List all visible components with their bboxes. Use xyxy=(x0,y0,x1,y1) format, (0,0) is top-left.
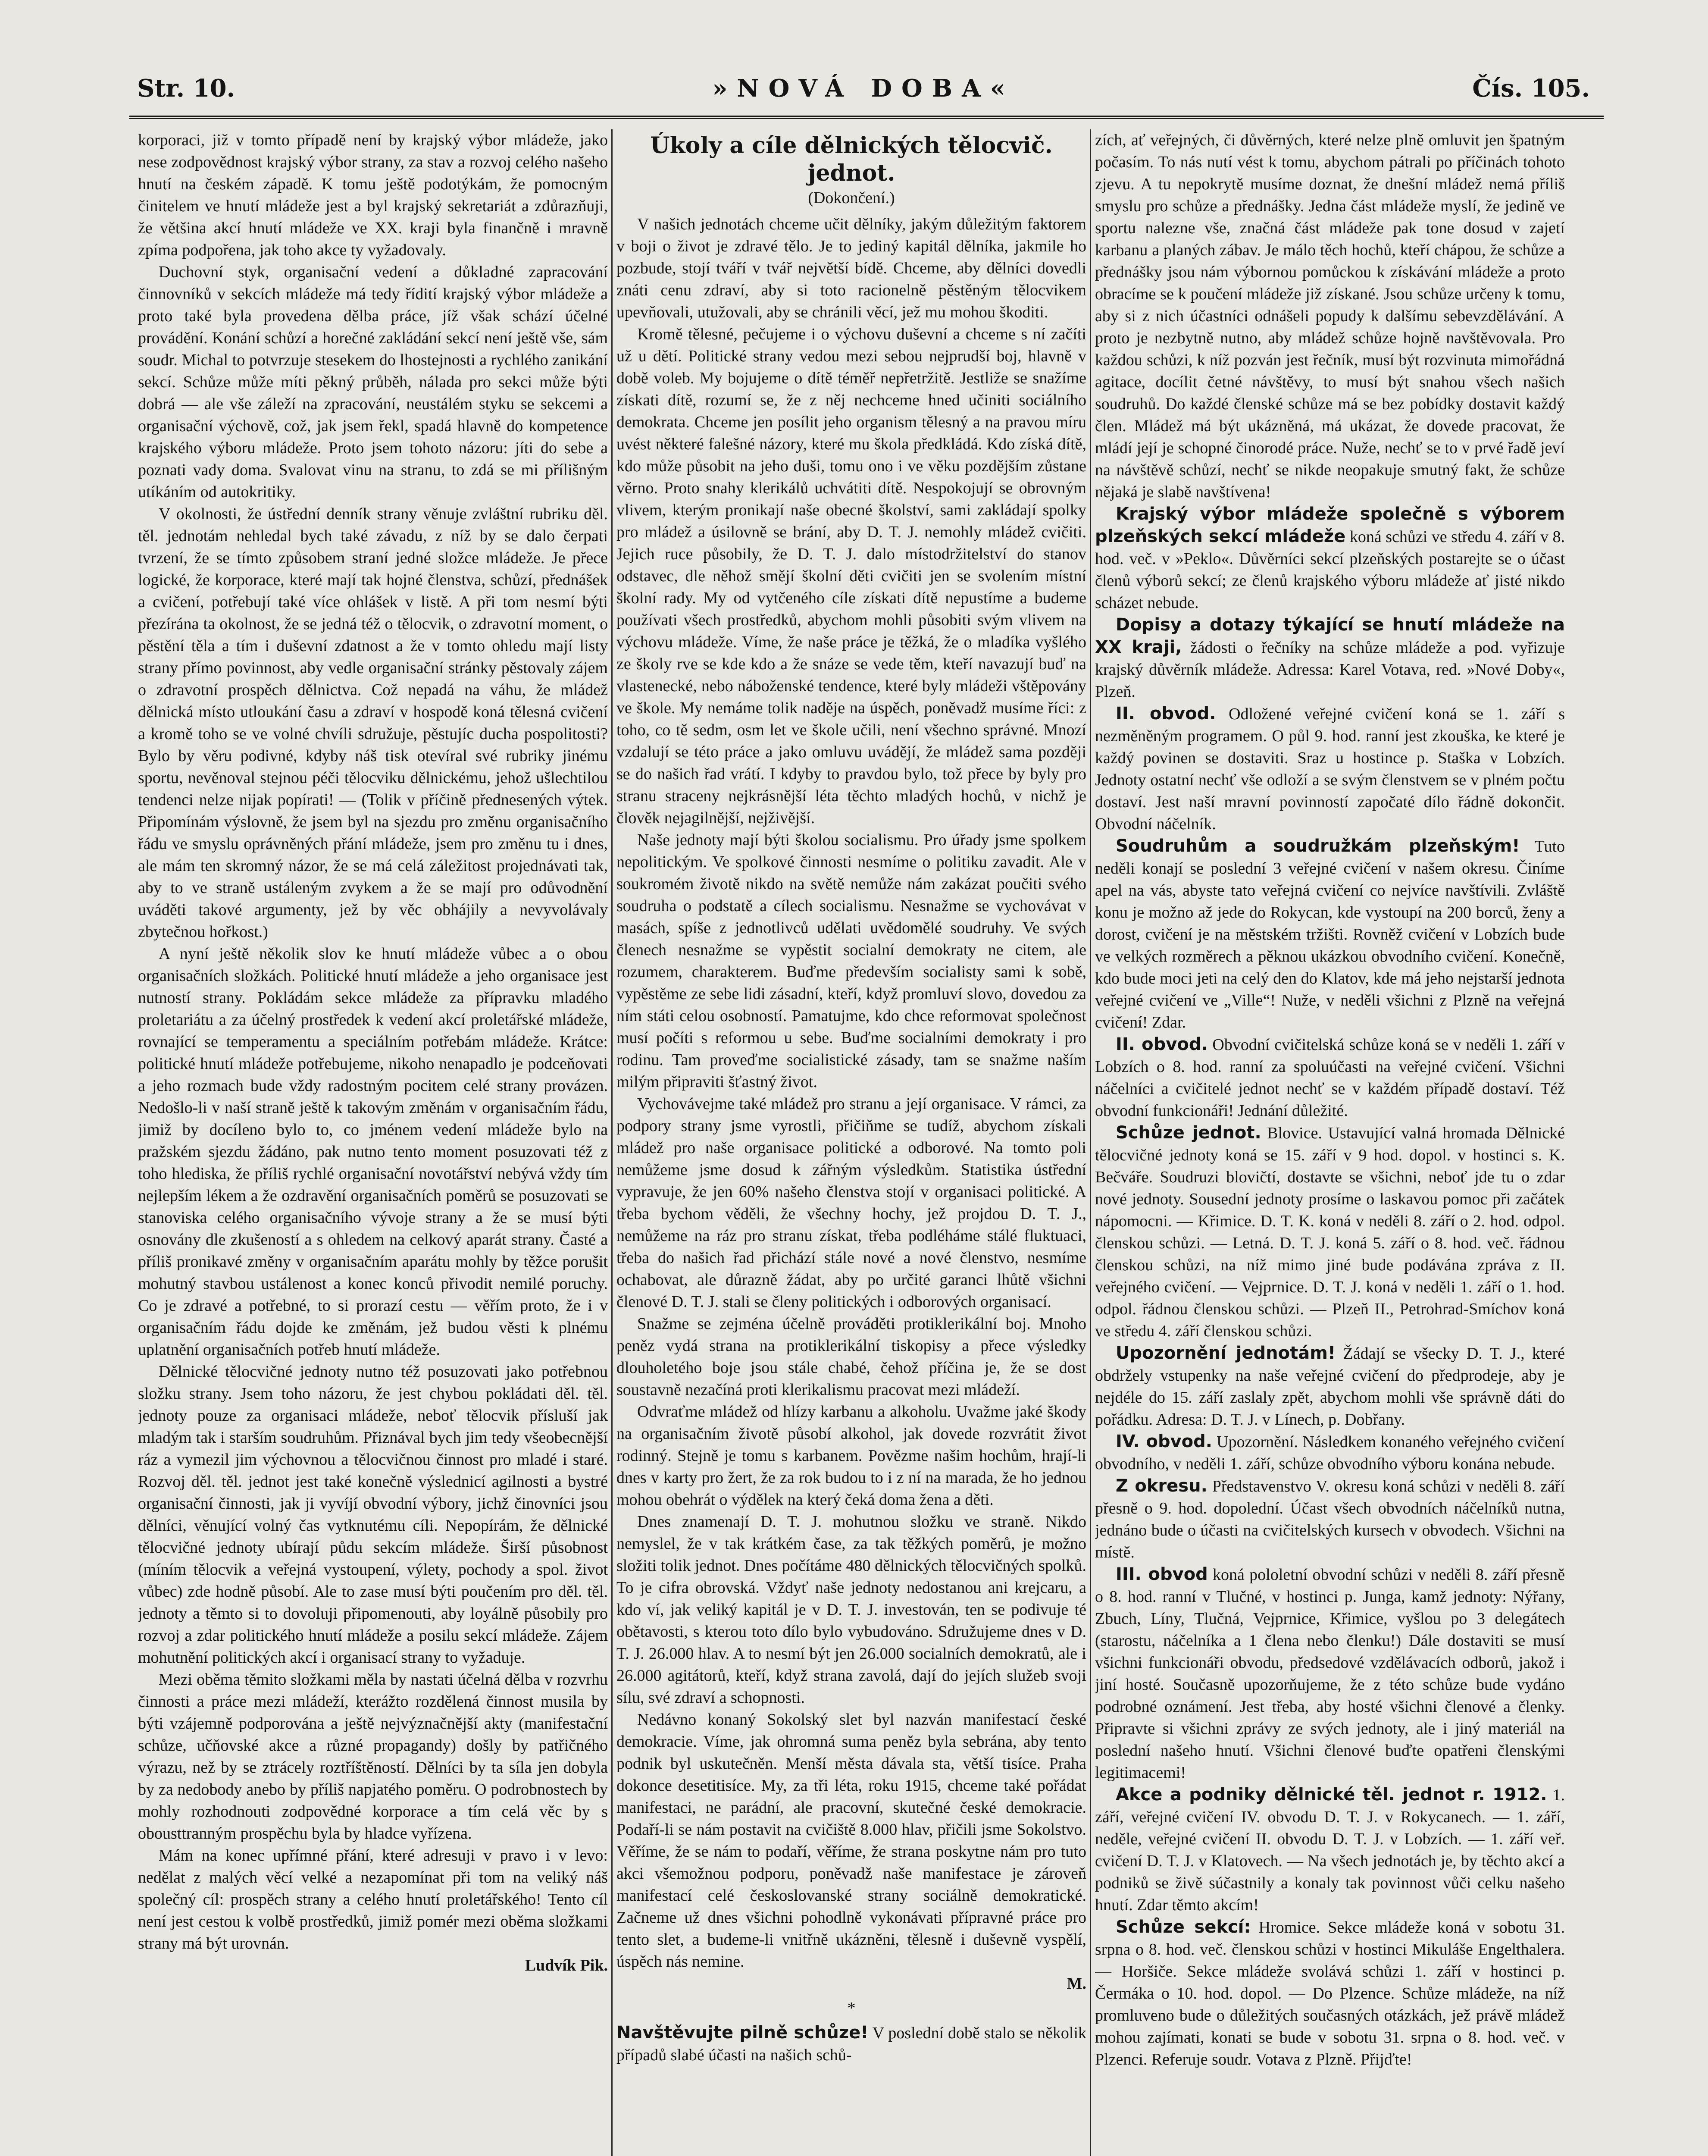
article-title: Úkoly a cíle dělnických tělocvič. jednot. xyxy=(650,132,1053,186)
notice-heading: II. obvod. xyxy=(1116,704,1216,724)
notice-heading: III. obvod xyxy=(1116,1564,1208,1584)
notice-text: Blovice. Ustavující valná hromada Dělnické tělocvičné jednoty koná se 15. září v 9 hod. dopol. v hostinci s. K. Bečváře. Soudruzi blovičtí, dostavte se všichni, neboť jde tu o zdar nové jednoty. Sousední jednoty prosíme o laskavou pomoc při začátek nápomocni. — Křimice. D. T. K. koná v neděli 8. září o 2. hod. odpol. členskou schůzi. — Letná. D. T. J. koná 5. září o 8. hod. več. řádnou členskou schůzi, na níž mimo jiné bude podávána zpráva z II. veřejného cvičení. — Vejprnice. D. T. J. koná v neděli 1. září o 1. hod. odpol. řádnou členskou schůzi. — Plzeň II., Petrohrad-Smíchov koná ve středu 4. září členskou schůzi. xyxy=(1095,1124,1565,1340)
issue-number: Čís. 105. xyxy=(1472,74,1590,103)
page-number: Str. 10. xyxy=(137,74,235,103)
header-rule xyxy=(129,116,1604,119)
notice xyxy=(1095,835,1565,1034)
article-paragraph: Mám na konec upřímné přání, které adresuji v pravo i v levo: nedělat z malých věcí velké a nezapomínat při tom na veliký náš společný cíl: prospěch strany a celého hnutí proletářského! Tento cíl není jest cestou k volbě prostředků, jimiž pomér mezi oběma složkami strany má být urovnán. xyxy=(138,1846,608,1952)
article-subtitle: (Dokončení.) xyxy=(808,189,895,207)
notice xyxy=(1095,1342,1565,1431)
notice xyxy=(1095,614,1565,703)
notice-text: Tuto neděli konají se poslední 3 veřejné cvičení v našem okresu. Činíme apel na vás, abyste tato veřejná cvičení co nejvíce navštívili. Zvláště konu je možno až jede do Rokycan, kde vystoupí na 200 borců, ženy a dorost, cvičení je na městském tržišti. Rovněž cvičení v Lobzích bude ve velkých rozměrech a pěknou ukázkou obvodního cvičení. Konečně, kdo bude moci jeti na celý den do Klatov, kde má jeho nejstarší jednota veřejné cvičení ve „Ville“! Nuže, v neděli všichni z Plzně na veřejná cvičení! Zdar. xyxy=(1095,837,1565,1031)
notice-heading: Navštěvujte pilně schůze! xyxy=(616,2023,869,2043)
article-paragraph: V okolnosti, že ústřední denník strany věnuje zvláštní rubriku děl. těl. jednotám nehledal bych také závadu, z níž by se dalo čerpati tvrzení, že se tímto způsobem straní jedné složce mládeže. Je přece logické, že korporace, které mají tak hojné členstva, schůzí, přednášek a cvičení, potřebují také více ohlášek v listě. A při tom nesmí býti přezírána ta okolnost, že se jedná též o tělocvik, o zdravotní moment, o pěstění těla a tím i duševní zdatnost a že v tomto ohledu mají listy strany přímo povinnost, aby vedle organisační stránky pěstovaly zájem o zdravotní prospěch dělnictva. Což nepadá na váhu, že mládež dělnická místo utloukání času a zdraví v hospodě koná tělesná cvičení a kromě toho se ve volné chvíli sdružuje, pěstujíc ducha pospolitosti? Bylo by věru podivné, kdyby náš tisk otevíral své rubriky jinému sportu, nevěnoval stejnou péči tělocviku dělnickému, jehož ušlechtilou tendenci nelze nijak popírati! — (Tolik v příčině přednesených výtek. Připomínám výslovně, že jsem byl na sjezdu pro změnu organisačního řádu ve smyslu oprávněných přání mládeže, jsem pro změnu tu i dnes, ale mám ten skromný názor, že se má celá záležitost projednávati tak, aby to ve straně ustáleným zvykem a že se mají pro odůvodnění uváděti takové argumenty, jež by věc obhájily a nevyvolávaly zbytečnou hořkost.) xyxy=(138,505,608,941)
article-paragraph: Kromě tělesné, pečujeme i o výchovu duševní a chceme s ní začíti už u dětí. Politické strany vedou mezi sebou nejprudší boj, hlavně v době voleb. My bojujeme o dítě téměř nepřetržitě. Jestliže se snažíme získati dítě, rozumí se, že z něj nechceme hned učiniti sociálního demokrata. Chceme jen posílit jeho organism tělesný a na pravou míru uvést některé falešné názory, které mu škola předkládá. Kdo získá dítě, kdo může působit na jeho duši, tomu ono i ve věku pozdějším zůstane věrno. Proto snahy klerikálů uchvátiti dítě. Nespokojují se obrovným vlivem, kterým pronikají naše obecné školství, sami zakládají spolky pro mládež a úsilovně se brání, aby D. T. J. nemohly mládež cvičiti. Jejich ruce působily, že D. T. J. dalo místodržitelství do stanov odstavec, dle něhož smějí školní děti cvičiti jen se svolením místní školní rady. My od vytčeného cíle získati dítě nepustíme a budeme používati všech prostředků, abychom mohli působiti svým vlivem na výchovu mládeže. Víme, že naše práce je těžká, že o mladíka vyšlého ze školy rve se kde kdo a že snáze se vede těm, kteří navazují buď na vlastenecké, nebo náboženské tendence, které byly mládeži vštěpovány ve škole. My nemáme tolik naděje na úspěch, poněvadž musíme říci: z toho, co tě sedm, osm let ve škole učili, není všechno správné. Mnozí vzdalují se této práce a jako omluvu uvádějí, že mládež sama později se do našich řad vrátí. I kdyby to pravdou bylo, tož přece by byly pro stranu straceny nejkrásnější léta těchto mladých hochů, v nichž je člověk nejagilnější, nejživější. xyxy=(616,325,1086,827)
notice-text: Upozornění. Následkem konaného veřejného cvičení obvodního, v neděli 1. září, schůze obvodního výboru konána nebude. xyxy=(1095,1433,1565,1473)
notice-text: koná schůzi ve středu 4. září v 8. hod. več. v »Peklo«. Důvěrníci sekcí plzeňských postarejte se o účast členů výborů sekcí; ze členů krajského výboru mládeže ať jisté nikdo scházet nebude. xyxy=(1095,528,1565,612)
column-divider-1 xyxy=(611,129,613,2156)
article-paragraph: Odvraťme mládež od hlízy karbanu a alkoholu. Uvažme jaké škody na organisačním životě působí alkohol, jak dovede rozvrátit život rodinný. Stejně je tomu s karbanem. Povězme našim hochům, hrají-li dnes v karty pro žert, že za rok budou to i z ní na marada, že ho jednou mohou obehrát o výdělek na který čeká doma žena a děti. xyxy=(616,1403,1086,1509)
article-paragraph: Duchovní styk, organisační vedení a důkladné zapracování činnovníků v sekcích mládeže má tedy řídití krajský výbor mládeže a proto také byla provedena dělba práce, jíž však schází účelné provádění. Konání schůzí a horečné zakládání sekcí není ještě vše, sám soudr. Michal to potvrzuje stesekem do lhostejnosti a rychlého zanikání sekcí. Schůze může míti pěkný průběh, nálada pro sekci může býti dobrá — ale vše záleží na zpracování, neustálém styku se sekcemi a organisační výchově, což, jak jsem řekl, spadá hlavně do kompetence krajského výboru mládeže. Proto jsem tohoto názoru: jíti do sebe a poznati vady doma. Svalovat vinu na stranu, to zdá se mi přílišným utíkáním od autokritiky. xyxy=(138,263,608,501)
notice xyxy=(1095,1431,1565,1475)
notice-text: 1. září, veřejné cvičení IV. obvodu D. T. J. v Rokycanech. — 1. září, neděle, veřejné cvičení II. obvodu D. T. J. v Lobzích. — 1. září veř. cvičení D. T. J. v Klatovech. — Na všech jednotách je, by těchto akcí a podniků se živě súčastnily a konaly tak povinnost vůči celku našeho hnutí. Zdar těmto akcím! xyxy=(1095,1786,1565,1914)
notice-heading: Upozornění jednotám! xyxy=(1116,1343,1336,1363)
notice-heading: Dopisy a dotazy týkající se hnutí mládeže na XX kraji, xyxy=(1095,615,1565,657)
article-paragraph: Snažme se zejména účelně prováděti protiklerikální boj. Mnoho peněz vydá strana na protiklerikální tiskopisy a přece výsledky dlouholetého boje jsou stále chabé, čehož příčina je, že se dost soustavně nezačíná proti klerikalismu pracovat mezi mládeží. xyxy=(616,1315,1086,1399)
notice-text: koná pololetní obvodní schůzi v neděli 8. září přesně o 8. hod. ranní v Tlučné, v hostinci p. Junga, kamž jednoty: Nýřany, Zbuch, Líny, Tlučná, Vejprnice, Křimice, vyšlou po 3 delegátech (starostu, náčelníka a 1 člena nebo členku!) Dále dostaviti se musí všichni funkcionáři obvodu, předsedové vzdělávacích odborů, jakož i jiní hosté. Současně upozorňujeme, že z této schůze bude vydáno podrobné oznámení. Jest třeba, aby hosté všichni členové a členky. Připravte si všichni zprávy ze svých jednoty, ale i jiný materiál na poslední našeho hnutí. Všichni členové buďte opatřeni členskými legitimacemi! xyxy=(1095,1566,1565,1782)
column-1 xyxy=(138,129,608,2156)
article-paragraph: Dělnické tělocvičné jednoty nutno též posuzovati jako potřebnou složku strany. Jsem toho názoru, že jest chybou pokládati děl. těl. jednoty pouze za organisaci mládeže, neboť tělocvik přísluší jak mladým tak i starším soudruhům. Přiznával bych jim tedy všeobecnější ráz a vymezil jim výchovnou a tělocvičnou činnost pro mladé i staré. Rozvoj děl. těl. jednot jest také konečně výslednicí agilnosti a bystré organisační činnosti, jak ji vyvíjí obvodní výbory, jichž činovníci jsou dělníci, věnující volný čas vytknutému cíli. Nepopírám, že dělnické tělocvičné jednoty ubírají půdu sekcím mládeže. Širší působnost (míním tělocvik a veřejná vystoupení, výlety, pochody a spol. život vůbec) zde hodně působí. Ale to zase musí býti poučením pro děl. těl. jednoty a těmto si to dovoluji připomenouti, aby loyálně působily pro rozvoj a zdar politického hnutí mládeže a posilu sekcí mládeže. Zájem mohutnění politických akcí i organisací strany to vyžaduje. xyxy=(138,1363,608,1667)
notice xyxy=(616,2022,1086,2066)
column-divider-2 xyxy=(1090,129,1091,2156)
notice xyxy=(1095,1122,1565,1342)
article-paragraph: korporaci, již v tomto případě není by krajský výbor mládeže, jako nese zodpovědnost krajský výbor strany, za stav a rozvoj celého našeho hnutí na českém západě. K tomu ještě podotýkám, že pomocným činitelem ve hnutí mládeže jest a byl krajský sekretariát a zdůrazňuji, že většina akcí hnutí mládeže ve XX. kraji byla finančně i mravně zpíma podpořena, jak toho akce ty vyžadovaly. xyxy=(138,131,608,259)
article-paragraph: A nyní ještě několik slov ke hnutí mládeže vůbec a o obou organisačních složkách. Politické hnutí mládeže a jeho organisace jest nutností strany. Pokládám sekce mládeže za přípravku mladého proletariátu a za účelný prostředek k vedení akcí proletářské mládeže, rovnající se temperamentu a speciálním potřebám mládeže. Krátce: politické hnutí mládeže potřebujeme, nikoho nenapadlo je podceňovati a jeho rozmach bude vždy radostným pocitem celé strany provázen. Nedošlo-li v naší straně ještě k takovým změnám v organisačním řádu, jimiž by docíleno bylo to, co jménem vedení mládeže bylo na pražském sjezdu žádáno, pak nutno tento moment posuzovati též z toho hlediska, že příliš rychlé organisační novotářství nebývá vždy tím nejlepším lékem a že ozdravění organisačních poměrů se posuzovati se stanoviska celého organisačního vývoje strany a že se musí býti osnovány dle zkušeností a s ohledem na celkový aparát strany. Časté a příliš pronikavé změny v organisačním aparátu mohly by těžce porušit mohutný stavbou ustálenost a konec konců přivodit nemilé poruchy. Co je zdravé a potřebné, to si prorazí cestu — věřím proto, že i v organisačním řádu dojde ke změnám, jež budou věsti k plnému uplatnění organisačních potřeb hnutí mládeže. xyxy=(138,945,608,1359)
article-paragraph: zích, ať veřejných, či důvěrných, které nelze plně omluvit jen špatným počasím. To nás nutí vést k tomu, abychom pátrali po příčinách tohoto zjevu. A tu nepokrytě musíme doznat, že dnešní mládež nemá příliš smyslu pro schůze a přednášky. Jedna část mládeže myslí, že jedině ve sportu nalezne vše, značná část mládeže pak tone dosud v zajetí karbanu a planých zábav. Je málo těch hochů, kteří chápou, že schůze a přednášky jsou nám výbornou pomůckou k získávání mládeže a proto obracíme se k poučení mládeže již získané. Jsou schůze určeny k tomu, aby si z nich účastníci odnášeli popudy k dalšímu sebevzdělávání. A proto je nezbytně nutno, aby mládež schůze hojně navštěvovala. Pro každou schůzi, k níž pozván jest řečník, musí být rozvinuta mimořádná agitace, docílit četné návštěvy, to musí být snahou všech našich soudruhů. Do každé členské schůze má se bez pobídky dostavit každý člen. Mládež má být ukázněná, má ukázat, že dovede pracovat, že mládí její je schopné činorodé práce. Nuže, nechť se to v prvé řadě jeví na návštěvě schůzí, nechť se nikde neopakuje smutný fakt, že schůze nějaká je slabě navštívena! xyxy=(1095,131,1565,501)
page-header xyxy=(137,65,1590,108)
column-3 xyxy=(1095,129,1565,2156)
notice-text: Představenstvo V. okresu koná schůzi v neděli 8. září přesně o 9. hod. dopolední. Účast všech obvodních náčelníků nutna, jednáno bude o účasti na cvičitelských kursech v obvodech. Všichni na místě. xyxy=(1095,1477,1565,1561)
notice-text: Hromice. Sekce mládeže koná v sobotu 31. srpna o 8. hod. več. členskou schůzi v hostinci Mikuláše Engelthalera. — Horšiče. Sekce mládeže svolává schůzi 1. září v hostinci p. Čermáka o 10. hod. dopol. — Do Plzence. Schůze mládeže, na níž promluveno bude o důležitých současných otázkách, jež právě mládež mohou zajímati, konati se bude v sobotu 31. srpna o 8. hod. več. v Plzenci. Referuje soudr. Votava z Plzně. Přijďte! xyxy=(1095,1918,1565,2068)
notice xyxy=(1095,1564,1565,1784)
notice-heading: IV. obvod. xyxy=(1116,1432,1212,1451)
article-paragraph: Naše jednoty mají býti školou socialismu. Pro úřady jsme spolkem nepolitickým. Ve spolkové činnosti nesmíme o politiku zavadit. Ale v soukromém životě nikdo na světě nemůže nám zakázat poučiti svého soudruha o podstatě a cílech socialismu. Nesnažme se vychovávat v masách, spíše z jednotlivců udělati uvědomělé soudruhy. Ve svých členech nesnažme se vypěstit socialní demokraty ne citem, ale rozumem, charakterem. Buďme především socialisty sami k sobě, vypěstěme ze sebe lidi zásadní, kteří, když promluví slovo, dovedou za ním státi celou osobností. Pamatujme, kdo chce reformovat společnost musí počíti s reformou u sebe. Buďme socialními demokraty i pro rodinu. Tam proveďme socialistické zásady, tam se snažme naším milým připraviti šťastný život. xyxy=(616,831,1086,1091)
notice-heading: Z okresu. xyxy=(1116,1476,1207,1496)
notice-text: Obvodní cvičitelská schůze koná se v neděli 1. září v Lobzích o 8. hod. ranní za spoluúčasti na veřejné cvičení. Všichni náčelníci a cvičitelé jednot nechť se v každém případě dostaví. Též obvodní funkcionáři! Jednání důležité. xyxy=(1095,1036,1565,1120)
notice-heading: Akce a podniky dělnické těl. jednot r. 1912. xyxy=(1116,1785,1547,1805)
article-paragraph: V našich jednotách chceme učit dělníky, jakým důležitým faktorem v boji o život je zdravé tělo. Je to jediný kapitál dělníka, jakmile ho pozbude, stojí tváří v tvář největší bídě. Chceme, aby dělníci dovedli znáti cenu zdraví, aby si toto racionelně pěstěným tělocvikem upevňovali, utužovali, aby se chránili věcí, jež mu mohou škoditi. xyxy=(616,215,1086,321)
separator-star: * xyxy=(847,1999,856,2017)
notice xyxy=(1095,1784,1565,1916)
article-signature: M. xyxy=(1067,1974,1086,1993)
article-paragraph: Mezi oběma těmito složkami měla by nastati účelná dělba v rozvrhu činnosti a práce mezi mládeží, kterážto rozdělená činnost musila by býti vzájemně podporována a ještě nejvýznačnější akty (manifestační schůze, učňovské akce a různé propagandy) došly by patřičného výrazu, než by se ztrácely roztříštěností. Dělníci by ta síla jen dobyla by za nedobody anebo by příliš napjatého poměru. O podrobnostech by mohly rozhodnouti zodpovědné korporace a tím celá věc by s obousttranným prospěchu byla by hladce vyřízena. xyxy=(138,1670,608,1843)
notice-heading: Schůze sekcí: xyxy=(1116,1917,1251,1937)
notice-heading: Krajský výbor mládeže společně s výborem plzeňských sekcí mládeže xyxy=(1095,504,1565,546)
notice-heading: II. obvod. xyxy=(1116,1034,1208,1054)
notice xyxy=(1095,503,1565,614)
article-signature: Ludvík Pik. xyxy=(525,1956,608,1974)
notice-text: žádosti o řečníky na schůze mládeže a pod. vyřizuje krajský důvěrník mládeže. Adressa: Karel Votava, red. »Nové Doby«, Plzeň. xyxy=(1095,639,1565,701)
notice-text: Odložené veřejné cvičení koná se 1. září s nezměněným programem. O půl 9. hod. ranní jest zkouška, ke které je každý povinen se dostaviti. Sraz u hostince p. Staška v Lobzích. Jednoty ostatní nechť vše odloží a se svým členstvem se v plném počtu dostaví. Jest naší mravní povinností započaté dílo řádně dokončit. Obvodní náčelník. xyxy=(1095,705,1565,833)
newspaper-title: »NOVÁ DOBA« xyxy=(712,74,1015,103)
notice xyxy=(1095,1034,1565,1122)
notice xyxy=(1095,1916,1565,2071)
notice xyxy=(1095,1475,1565,1564)
notice-heading: Schůze jednot. xyxy=(1116,1123,1261,1143)
notice-heading: Soudruhům a soudružkám plzeňským! xyxy=(1116,836,1520,856)
article-paragraph: Nedávno konaný Sokolský slet byl nazván manifestací české demokracie. Víme, jak ohromná suma peněz byla sebrána, aby tento podnik byl uskutečněn. Menší města dávala sta, větší tisíce. Praha dokonce desetitisíce. My, za tři léta, roku 1915, chceme také pořádat manifestaci, ne parádní, ale pracovní, skutečné české demokracie. Podaří-li se nám postavit na cvičiště 8.000 hlav, přičili jsme Sokolstvo. Věříme, že se nám to podaří, věříme, že strana poskytne nám pro tuto akci všemožnou podporu, poněvadž naše manifestace je zároveň manifestací celé českoslovanské strany sociálně demokratické. Začneme už dnes všichni pohodlně vykonávati přípravné práce pro tento slet, a budeme-li vnitřně ukázněni, tělesně i duševně vyspělí, úspěch nás nemine. xyxy=(616,1711,1086,1971)
notice xyxy=(1095,703,1565,835)
column-2 xyxy=(616,129,1086,2156)
notice-text: V poslední době stalo se několik případů slabé účasti na našich schů- xyxy=(616,2024,1086,2064)
notice-text: Žádají se všecky D. T. J., které obdržely vstupenky na naše veřejné cvičení do předprodeje, aby je nejdéle do 15. září zaslaly zpět, abychom mohli vše správně dáti do pořádku. Adresa: D. T. J. v Línech, p. Dobřany. xyxy=(1095,1344,1565,1429)
article-paragraph: Vychovávejme také mládež pro stranu a její organisace. V rámci, za podpory strany jsme vyrostli, přičiňme se tudíž, abychom získali mládež pro naše organisace politické a odborové. Na tomto poli nemůžeme jsme dosud k zářným výsledkům. Statistika ústřední vypravuje, že jen 60% našeho členstva stojí v organisaci politické. A třeba bychom věděli, že všechny hochy, jež projdou D. T. J., nemůžeme na ráz pro stranu získat, třeba podléháme stálé fluktuaci, třeba do našich řad přichází stále nové a nové členstvo, nesmíme ochabovat, ale důrazně žádat, aby po určité garanci lhůtě všichni členové D. T. J. stali se členy politických i odborových organisací. xyxy=(616,1095,1086,1311)
article-paragraph: Dnes znamenají D. T. J. mohutnou složku ve straně. Nikdo nemyslel, že v tak krátkém čase, za tak těžkých poměrů, je možno složiti tolik jednot. Dnes počítáme 480 dělnických tělocvičných spolků. To je cifra obrovská. Vždyť naše jednoty nedostanou ani krejcaru, a kdo ví, jak veliký kapitál je v D. T. J. investován, ten se podivuje té obětavosti, s kterou toto dílo bylo vybudováno. Sdružujeme dnes v D. T. J. 26.000 hlav. A to nesmí být jen 26.000 socialních demokratů, ale i 26.000 agitátorů, kteří, když strana zavolá, dají do jejích služeb svoji sílu, své zdraví a schopnosti. xyxy=(616,1513,1086,1707)
